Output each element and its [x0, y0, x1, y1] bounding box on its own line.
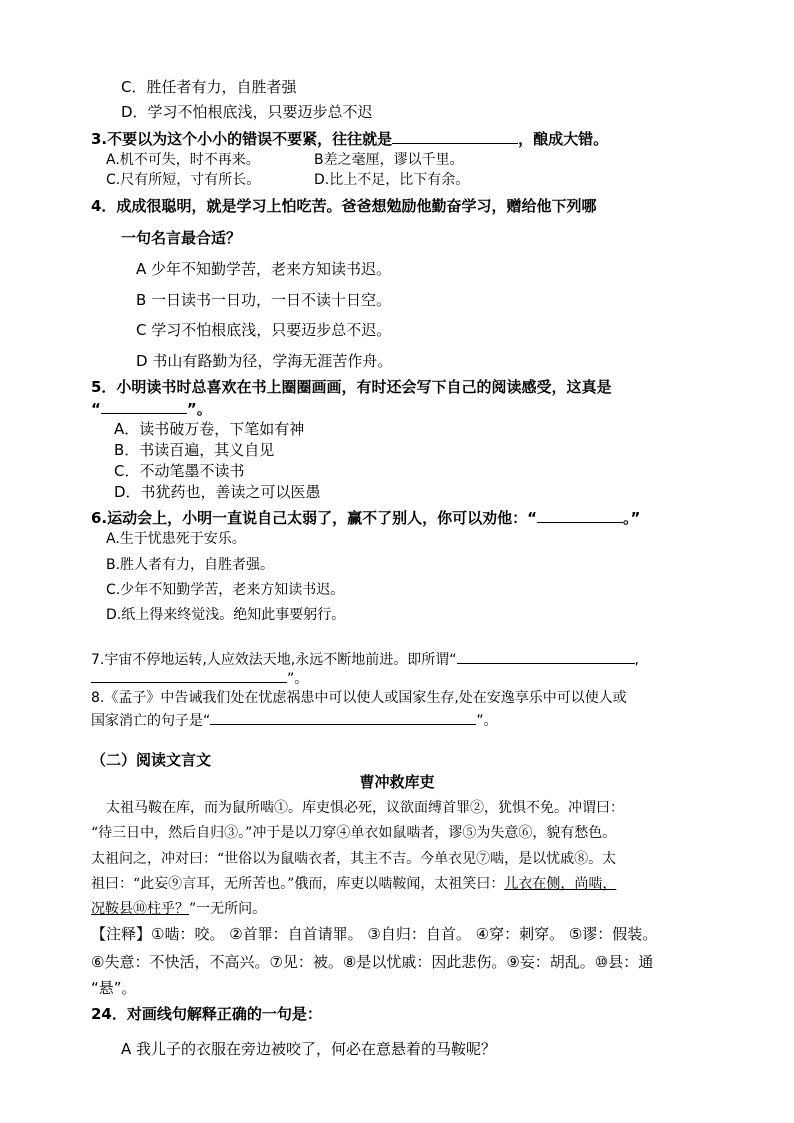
q4-stem-line-1: 4．成成很聪明，就是学习上怕吃苦。爸爸想勉励他勤奋学习，赠给他下列哪 [91, 197, 597, 215]
notes-line-1: 【注释】①啮：咬。 ②首罪：自首请罪。 ③自归：自首。 ④穿：刺穿。 ⑤谬：假装。 [91, 925, 658, 943]
q6-option-d: D.纸上得来终觉浅。绝知此事要躬行。 [106, 607, 346, 623]
passage-underlined-sentence-part-1: 儿衣在侧，尚啮， [504, 876, 617, 892]
q3-stem [91, 128, 608, 149]
q5-open-quote: “ [91, 400, 101, 418]
q6-option-a: A.生于忧患死于安乐。 [106, 531, 246, 547]
q5-stem-line-2 [91, 398, 212, 419]
passage-line-4 [91, 874, 616, 894]
q6-answer-blank[interactable] [537, 507, 623, 523]
q5-option-d: D．书犹药也，善读之可以医愚 [114, 483, 321, 501]
q5-close-quote: ”。 [186, 400, 212, 418]
q24-stem: 24．对画线句解释正确的一句是： [91, 1005, 322, 1023]
q8-close-quote: ”。 [476, 713, 498, 729]
q8-answer-blank[interactable] [210, 709, 476, 725]
passage-line-5-tail: ”一无所问。 [189, 901, 267, 917]
q6-stem-tail: 。” [623, 509, 641, 527]
q5-stem-line-1: 5．小明读书时总喜欢在书上圈圈画画，有时还会写下自己的阅读感受，这真是 [91, 378, 612, 396]
passage-line-3: 太祖问之，冲对曰：“世俗以为鼠啮衣者，其主不吉。今单衣见⑦啮，是以忧戚⑧。太 [91, 851, 617, 867]
q4-option-a: A 少年不知勤学苦，老来方知读书迟。 [136, 260, 392, 278]
q4-stem-line-2: 一句名言最合适？ [121, 229, 242, 247]
passage-line-4-text: 祖曰：“此妄⑨言耳，无所苦也。”俄而，库吏以啮鞍闻，太祖笑曰： [91, 876, 505, 892]
q3-option-a: A.机不可失，时不再来。 [106, 152, 260, 168]
q3-stem-text: 3.不要以为这个小小的错误不要紧，往往就是 [91, 130, 393, 148]
q7-answer-blank-2[interactable] [91, 667, 287, 683]
q8-stem-text: 国家消亡的句子是“ [91, 713, 211, 729]
q5-option-a: A．读书破万卷，下笔如有神 [114, 420, 305, 438]
section-heading: （二）阅读文言文 [91, 751, 212, 769]
q6-option-b: B.胜人者有力，自胜者强。 [106, 557, 275, 573]
q2-option-d: D．学习不怕根底浅，只要迈步总不迟 [121, 103, 373, 121]
notes-line-2: ⑥失意：不快活，不高兴。⑦见：被。⑧是以忧戚：因此悲伤。⑨妄：胡乱。⑩县：通 [91, 953, 654, 971]
notes-line-3: “悬”。 [91, 979, 137, 997]
passage-line-5 [91, 899, 266, 919]
q6-stem [91, 507, 640, 528]
q5-option-c: C．不动笔墨不读书 [114, 462, 245, 480]
q4-option-b: B 一日读书一日功，一日不读十日空。 [136, 291, 392, 309]
q7-answer-blank-1[interactable] [457, 648, 635, 664]
passage-line-2: “待三日中，然后自归③。”冲于是以刀穿④单衣如鼠啮者，谬⑤为失意⑥，貌有愁色。 [91, 825, 617, 841]
q8-stem-line-1: 8.《孟子》中告诫我们处在忧虑祸患中可以使人或国家生存,处在安逸享乐中可以使人或 [91, 690, 627, 706]
passage-line-1: 太祖马鞍在库，而为鼠所啮①。库吏惧必死，议欲面缚首罪②，犹惧不免。冲谓曰： [106, 800, 624, 816]
q7-close-quote: ”。 [287, 671, 309, 687]
q7-stem-text: 7.宇宙不停地运转,人应效法天地,永远不断地前进。即所谓“ [91, 652, 457, 668]
q3-option-b: B差之毫厘，谬以千里。 [314, 152, 464, 168]
q2-option-c: C．胜任者有力，自胜者强 [121, 78, 297, 96]
q5-answer-blank[interactable] [101, 398, 187, 414]
q4-option-c: C 学习不怕根底浅，只要迈步总不迟。 [136, 321, 392, 339]
q6-stem-text: 6.运动会上，小明一直说自己太弱了，赢不了别人，你可以劝他：“ [91, 509, 537, 527]
q7-comma: , [634, 652, 639, 668]
q6-option-c: C.少年不知勤学苦，老来方知读书迟。 [106, 582, 345, 598]
q3-option-c: C.尺有所短，寸有所长。 [106, 172, 261, 188]
q24-option-a: A 我儿子的衣服在旁边被咬了，何必在意悬着的马鞍呢？ [121, 1040, 497, 1058]
q4-option-d: D 书山有路勤为径，学海无涯苦作舟。 [136, 352, 393, 370]
q8-stem-line-2 [91, 709, 498, 731]
q7-stem-line-2 [91, 667, 308, 689]
q3-stem-tail: ，酿成大错。 [518, 130, 609, 148]
q3-option-d: D.比上不足，比下有余。 [314, 172, 470, 188]
q3-answer-blank[interactable] [392, 128, 518, 144]
passage-underlined-sentence-part-2: 况鞍县⑩柱乎？ [91, 901, 189, 917]
passage-title: 曹冲救库吏 [359, 773, 435, 791]
q5-option-b: B．书读百遍，其义自见 [114, 441, 275, 459]
